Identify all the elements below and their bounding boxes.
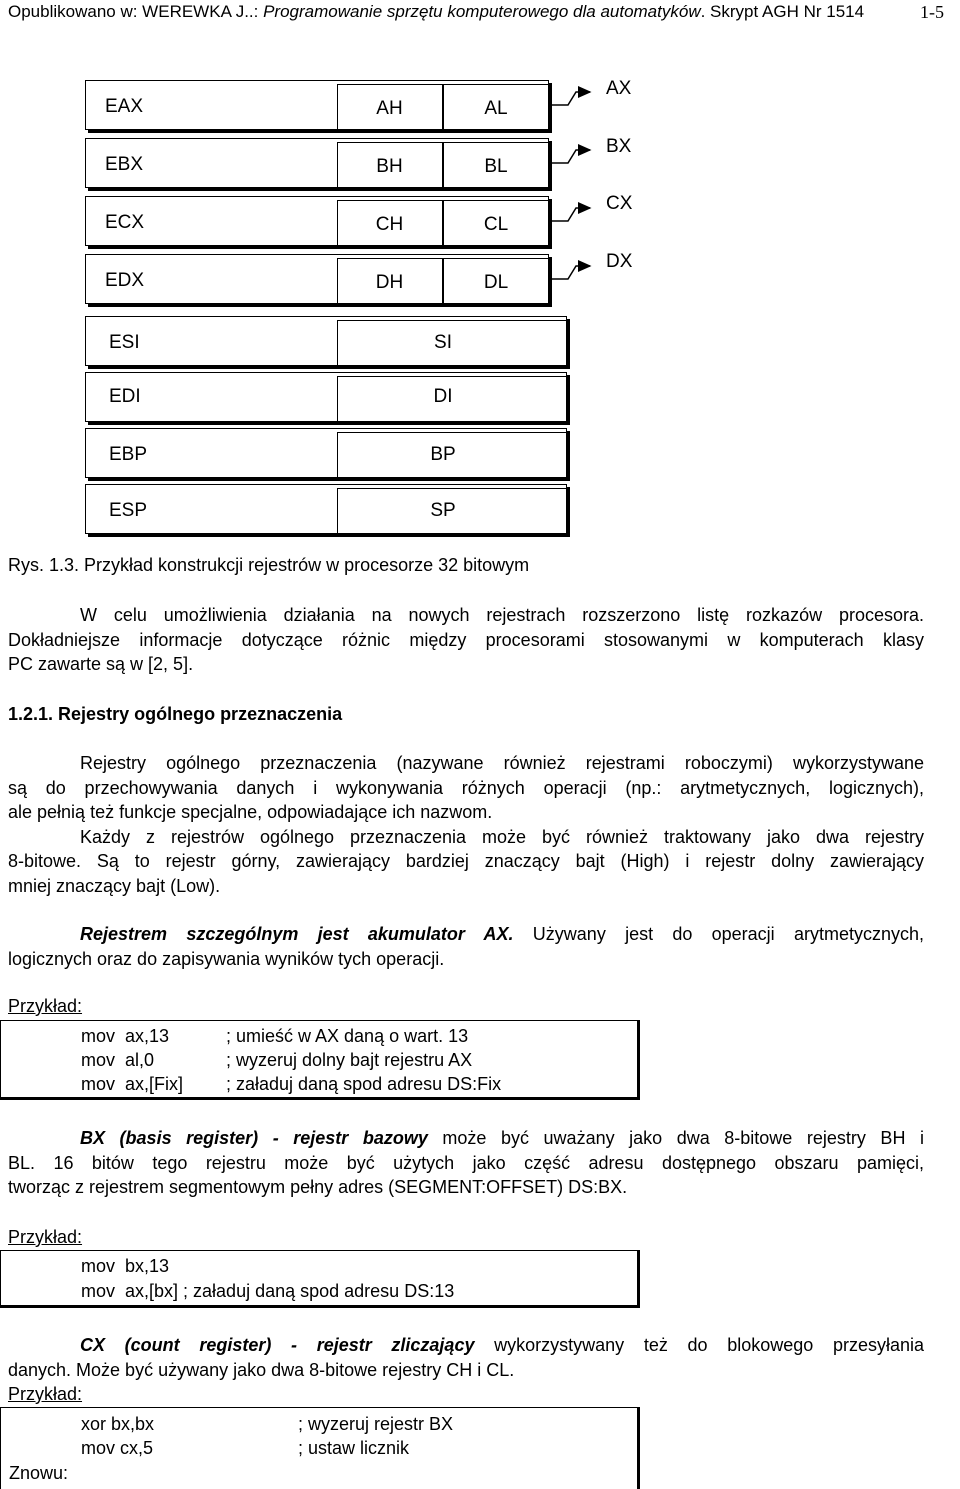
code-line: mov ax,[Fix] bbox=[81, 1074, 184, 1094]
intro-paragraph bbox=[8, 603, 924, 677]
word-label-cx: CX bbox=[606, 193, 633, 214]
text-line: BL. 16 bitów tego rejestru może być użytych jako część adresu dostępnego obszaru pamięci, bbox=[8, 1152, 924, 1173]
code-comment: ; ustaw licznik bbox=[298, 1438, 410, 1458]
code-comment: ; załaduj daną spod adresu DS:Fix bbox=[226, 1074, 502, 1094]
high-byte-dh: DH bbox=[375, 272, 404, 293]
bx-bold-text: BX (basis register) - rejestr bazowy bbox=[80, 1128, 428, 1148]
code-line: mov al,0 bbox=[81, 1050, 155, 1070]
low-byte-al: AL bbox=[484, 98, 508, 119]
code-example-ax bbox=[0, 1020, 640, 1100]
arrow-icon bbox=[551, 208, 590, 221]
word-label-sp: SP bbox=[430, 500, 456, 521]
code-label-znowu: Znowu: bbox=[9, 1463, 69, 1483]
code-line: mov ax,13 bbox=[81, 1026, 170, 1046]
low-byte-bl: BL bbox=[484, 156, 508, 177]
header-prefix: Opublikowano w: WEREWKA J..: bbox=[8, 2, 264, 21]
code-comment: ; wyzeruj dolny bajt rejestru AX bbox=[226, 1050, 473, 1070]
cx-paragraph bbox=[8, 1333, 924, 1382]
code-line: xor bx,bx bbox=[81, 1414, 155, 1434]
general-registers-paragraph bbox=[8, 751, 924, 898]
example-label: Przykład: bbox=[8, 1384, 83, 1404]
text-line: mniej znaczący bajt (Low). bbox=[8, 875, 221, 896]
register-label-esp: ESP bbox=[109, 500, 148, 521]
text-line: ale pełnią też funkcje specjalne, odpowiadające ich nazwom. bbox=[8, 802, 493, 822]
figure-caption: Rys. 1.3. Przykład konstrukcji rejestrów w procesorze 32 bitowym bbox=[8, 555, 530, 575]
word-label-di: DI bbox=[433, 386, 453, 407]
code-comment: ; wyzeruj rejestr BX bbox=[298, 1414, 454, 1434]
arrow-icon bbox=[551, 92, 590, 105]
word-label-bx: BX bbox=[606, 136, 632, 157]
code-example-cx bbox=[0, 1407, 640, 1489]
text-line: PC zawarte są w [2, 5]. bbox=[8, 654, 194, 674]
code-line: mov ax,[bx] ; załaduj daną spod adresu DS:13 bbox=[81, 1281, 455, 1301]
high-byte-ah: AH bbox=[376, 98, 403, 119]
bx-rest-text: może być uważany jako dwa 8-bitowe rejestry BH i bbox=[427, 1128, 924, 1148]
code-comment: ; umieść w AX daną o wart. 13 bbox=[226, 1026, 469, 1046]
cx-rest-text: wykorzystywany też do blokowego przesyłania bbox=[474, 1335, 924, 1355]
register-label-edi: EDI bbox=[109, 386, 141, 407]
text-line: Każdy z rejestrów ogólnego przeznaczenia może być również traktowany jako dwa rejestry bbox=[80, 826, 924, 847]
text-line: logicznych oraz do zapisywania wyników tych operacji. bbox=[8, 948, 445, 969]
text-line: są do przechowywania danych i wykonywania różnych operacji (np.: arytmetycznych, logicznych), bbox=[8, 777, 924, 798]
text-line bbox=[8, 922, 924, 947]
code-line: mov bx,13 bbox=[81, 1256, 170, 1276]
text-line: tworząc z rejestrem segmentowym pełny adres (SEGMENT:OFFSET) DS:BX. bbox=[8, 1177, 628, 1197]
arrow-icon bbox=[551, 266, 590, 279]
header-title: Programowanie sprzętu komputerowego dla automatyków bbox=[263, 2, 701, 21]
section-heading: 1.2.1. Rejestry ogólnego przeznaczenia bbox=[8, 704, 343, 724]
word-arrows bbox=[0, 0, 960, 320]
code-line: mov cx,5 bbox=[81, 1438, 154, 1458]
text-line: Rejestry ogólnego przeznaczenia (nazywane również rejestrami roboczymi) wykorzystywane bbox=[80, 753, 924, 773]
cx-bold-text: CX (count register) - rejestr zliczający bbox=[80, 1335, 475, 1355]
text-line: W celu umożliwienia działania na nowych rejestrach rozszerzono listę rozkazów procesora. bbox=[80, 605, 924, 625]
code-example-bx bbox=[0, 1250, 640, 1308]
register-label-ebp: EBP bbox=[109, 444, 148, 465]
register-label-eax: EAX bbox=[105, 96, 144, 117]
ax-paragraph bbox=[8, 922, 924, 971]
text-line: danych. Może być używany jako dwa 8-bitowe rejestry CH i CL. bbox=[8, 1359, 515, 1380]
high-byte-ch: CH bbox=[375, 214, 404, 235]
register-label-edx: EDX bbox=[105, 270, 145, 291]
word-label-ax: AX bbox=[606, 78, 632, 99]
ax-bold-text: Rejestrem szczególnym jest akumulator AX. bbox=[80, 924, 514, 944]
word-label-si: SI bbox=[434, 332, 452, 353]
high-byte-bh: BH bbox=[376, 156, 403, 177]
example-label: Przykład: bbox=[8, 996, 83, 1016]
arrow-icon bbox=[551, 150, 590, 163]
bx-paragraph bbox=[8, 1126, 924, 1200]
header-suffix: . Skrypt AGH Nr 1514 bbox=[700, 2, 865, 21]
ax-rest-text: Używany jest do operacji arytmetycznych, bbox=[513, 924, 924, 944]
text-line: Dokładniejsze informacje dotyczące różnic między procesorami stosowanymi w komputerach klasy bbox=[8, 629, 924, 650]
register-label-ecx: ECX bbox=[105, 212, 145, 233]
low-byte-cl: CL bbox=[483, 214, 509, 235]
register-label-esi: ESI bbox=[109, 332, 140, 353]
text-line bbox=[8, 1126, 924, 1151]
example-label: Przykład: bbox=[8, 1227, 83, 1247]
page-number: 1-5 bbox=[920, 2, 944, 22]
text-line: 8-bitowe. Są to rejestr górny, zawierający bardziej znaczący bajt (High) i rejestr dolny zawierający bbox=[8, 851, 924, 871]
low-byte-dl: DL bbox=[483, 272, 509, 293]
word-label-bp: BP bbox=[430, 444, 456, 465]
register-label-ebx: EBX bbox=[105, 154, 144, 175]
word-label-dx: DX bbox=[606, 251, 633, 272]
text-line bbox=[8, 1333, 924, 1358]
